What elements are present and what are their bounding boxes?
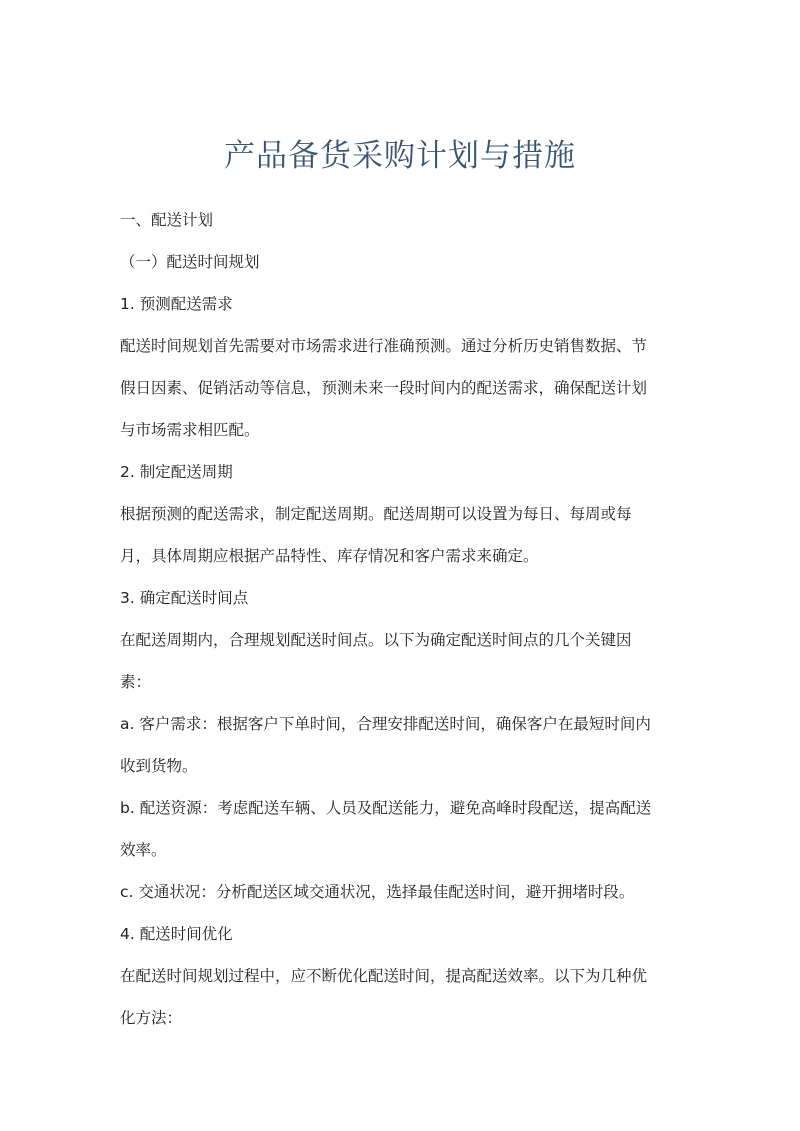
paragraph-line: 配送时间规划首先需要对市场需求进行准确预测。通过分析历史销售数据、节 [120, 337, 648, 355]
document-title: 产品备货采购计划与措施 [224, 138, 576, 174]
paragraph-line: 在配送周期内，合理规划配送时间点。以下为确定配送时间点的几个关键因 [120, 631, 632, 649]
paragraph-line: 化方法： [120, 1009, 183, 1027]
item-heading: 4. 配送时间优化 [120, 925, 233, 943]
paragraph-line: 与市场需求相匹配。 [120, 421, 260, 439]
paragraph-line: 在配送时间规划过程中，应不断优化配送时间，提高配送效率。以下为几种优 [120, 967, 648, 985]
list-item-continuation: 效率。 [120, 841, 167, 859]
list-item: b. 配送资源：考虑配送车辆、人员及配送能力，避免高峰时段配送，提高配送 [120, 799, 652, 817]
list-item: a. 客户需求：根据客户下单时间，合理安排配送时间，确保客户在最短时间内 [120, 715, 651, 733]
section-heading: 一、配送计划 [120, 211, 214, 229]
subsection-heading: （一）配送时间规划 [120, 253, 260, 271]
list-item-continuation: 收到货物。 [120, 757, 198, 775]
list-item: c. 交通状况：分析配送区域交通状况，选择最佳配送时间，避开拥堵时段。 [120, 883, 635, 901]
paragraph-line: 假日因素、促销活动等信息，预测未来一段时间内的配送需求，确保配送计划 [120, 379, 648, 397]
item-heading: 1. 预测配送需求 [120, 295, 233, 313]
item-heading: 2. 制定配送周期 [120, 463, 233, 481]
item-heading: 3. 确定配送时间点 [120, 589, 249, 607]
paragraph-line: 月，具体周期应根据产品特性、库存情况和客户需求来确定。 [120, 547, 539, 565]
paragraph-line: 素： [120, 673, 152, 691]
paragraph-line: 根据预测的配送需求，制定配送周期。配送周期可以设置为每日、每周或每 [120, 505, 632, 523]
